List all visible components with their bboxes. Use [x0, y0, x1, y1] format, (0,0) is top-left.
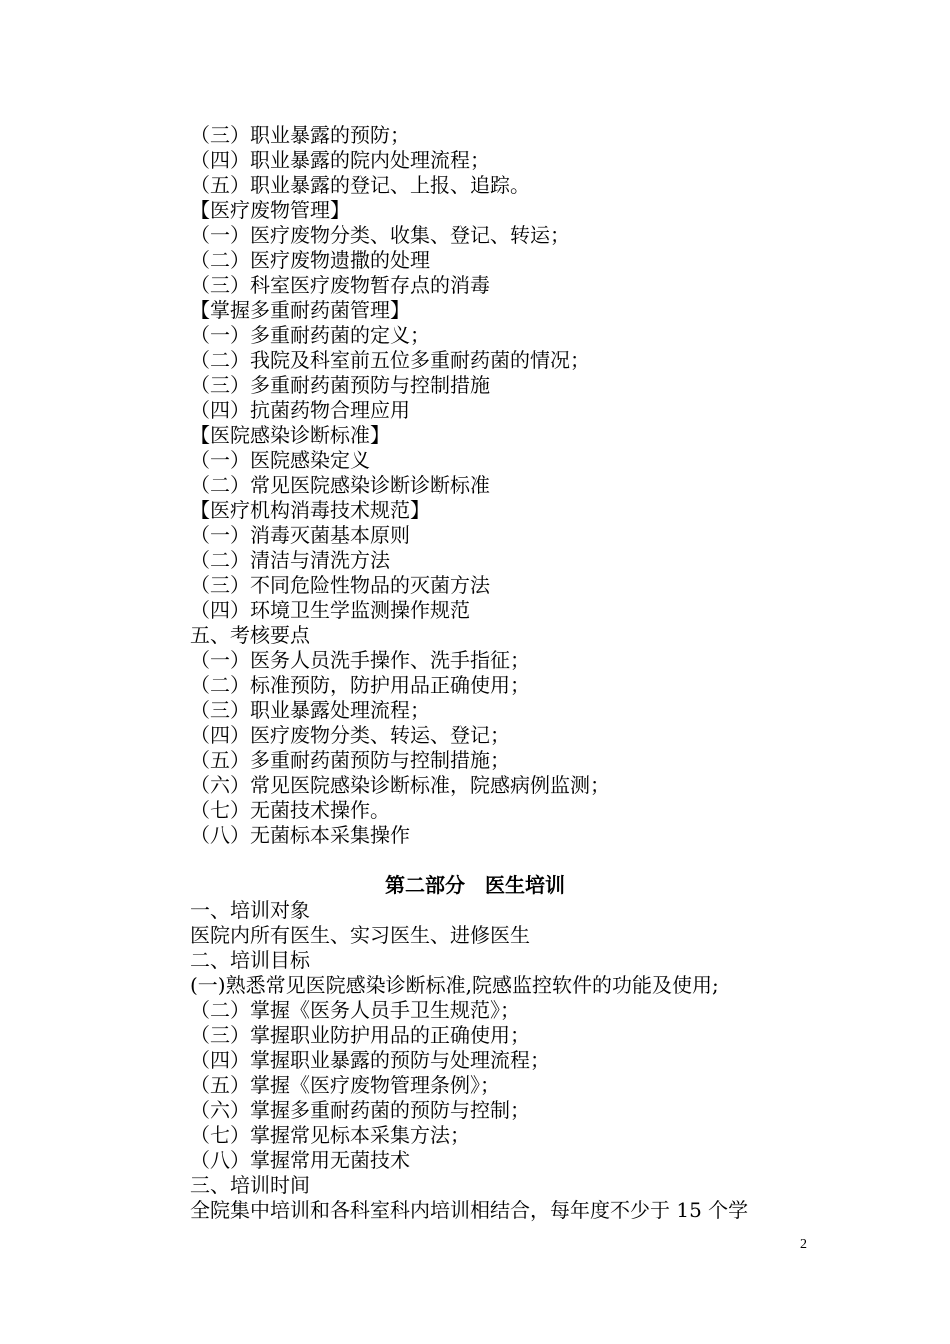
text-line: （一）医疗废物分类、收集、登记、转运； [190, 223, 570, 247]
text-line: （一）医院感染定义 [190, 448, 370, 472]
section-title: 【掌握多重耐药菌管理】 [190, 298, 410, 322]
text-line: （三）掌握职业防护用品的正确使用； [190, 1023, 530, 1047]
text-line: （四）职业暴露的院内处理流程； [190, 148, 490, 172]
text-line: （七）掌握常见标本采集方法； [190, 1123, 470, 1147]
text-line: （一）多重耐药菌的定义； [190, 323, 430, 347]
text-line: （六）掌握多重耐药菌的预防与控制； [190, 1098, 530, 1122]
text-line: （三）职业暴露的预防； [190, 123, 410, 147]
text-line: （二）清洁与清洗方法 [190, 548, 390, 572]
text-line: （四）掌握职业暴露的预防与处理流程； [190, 1048, 550, 1072]
text-line: (一)熟悉常见医院感染诊断标准,院感监控软件的功能及使用; [190, 973, 719, 997]
text-line: （二）医疗废物遗撒的处理 [190, 248, 430, 272]
text-line: （四）医疗废物分类、转运、登记； [190, 723, 510, 747]
section-title: 二、培训目标 [190, 948, 310, 972]
text-line: （八）掌握常用无菌技术 [190, 1148, 410, 1172]
text-line: （二）掌握《医务人员手卫生规范》； [190, 998, 520, 1022]
page-number: 2 [800, 1237, 807, 1252]
text-line: （八）无菌标本采集操作 [190, 823, 410, 847]
text-line: （二）标准预防，防护用品正确使用； [190, 673, 530, 697]
text-line: （四）抗菌药物合理应用 [190, 398, 410, 422]
section-title: 【医疗废物管理】 [190, 198, 350, 222]
text-line: （一）消毒灭菌基本原则 [190, 523, 410, 547]
text-line: （一）医务人员洗手操作、洗手指征； [190, 648, 530, 672]
text-line: （三）多重耐药菌预防与控制措施 [190, 373, 490, 397]
text-line: （五）掌握《医疗废物管理条例》； [190, 1073, 500, 1097]
text-line: （五）职业暴露的登记、上报、追踪。 [190, 173, 530, 197]
text-line: （三）不同危险性物品的灭菌方法 [190, 573, 490, 597]
text-line: （四）环境卫生学监测操作规范 [190, 598, 470, 622]
text-line: （七）无菌技术操作。 [190, 798, 390, 822]
text-line: （三）职业暴露处理流程； [190, 698, 430, 722]
text-line: 医院内所有医生、实习医生、进修医生 [190, 923, 530, 947]
text-line: （五）多重耐药菌预防与控制措施； [190, 748, 510, 772]
section-title: 三、培训时间 [190, 1173, 310, 1197]
text-line: （六）常见医院感染诊断标准，院感病例监测； [190, 773, 610, 797]
section-title: 一、培训对象 [190, 898, 310, 922]
text-line: 全院集中培训和各科室科内培训相结合，每年度不少于 15 个学 [190, 1198, 749, 1222]
section-title: 五、考核要点 [190, 623, 310, 647]
text-line: （二）常见医院感染诊断诊断标准 [190, 473, 490, 497]
section-title: 【医院感染诊断标准】 [190, 423, 390, 447]
text-line: （二）我院及科室前五位多重耐药菌的情况； [190, 348, 590, 372]
text-line: （三）科室医疗废物暂存点的消毒 [190, 273, 490, 297]
part-heading: 第二部分 医生培训 [385, 873, 565, 897]
section-title: 【医疗机构消毒技术规范】 [190, 498, 430, 522]
